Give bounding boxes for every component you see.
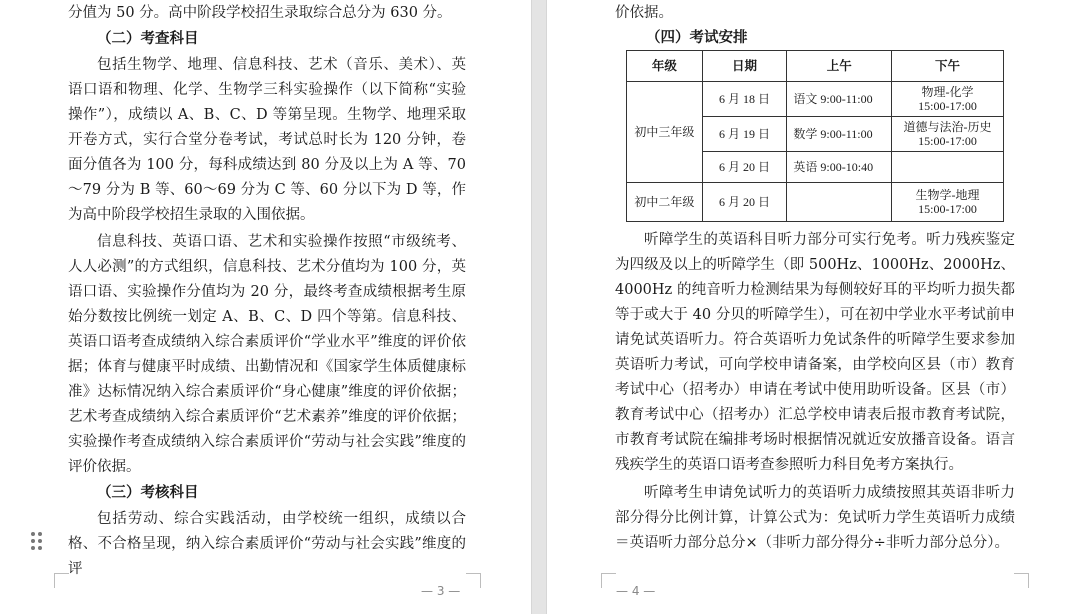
grade-cell: 初中三年级 <box>627 82 703 183</box>
morning-cell: 数学 9:00-11:00 <box>787 117 892 152</box>
page-gutter <box>532 0 546 614</box>
heading-kaocha-subjects: （二）考查科目 <box>97 30 199 47</box>
table-header-cell: 日期 <box>702 51 787 82</box>
afternoon-time: 15:00-17:00 <box>918 202 977 216</box>
table-header-cell: 上午 <box>787 51 892 82</box>
afternoon-time: 15:00-17:00 <box>918 99 977 113</box>
paragraph-hearing-impaired: 听障学生的英语科目听力部分可实行免考。听力残疾鉴定为四级及以上的听障学生（即 500Hz、1000Hz、2000Hz、4000Hz 的纯音听力检测结果为每侧较好耳的平均听力损失都等于或大于 40 分贝的听障学生），可在初中学业水平考试前申请免试英语听力。符合英语听力免试条件的听障学生要求参加英语听力考试，可向学校申请备案，由学校向区县（市）教育考试中心（招考办）申请在考试中使用助听设备。区县（市）教育考试中心（招考办）汇总学校申请表后报市教育考试院，市教育考试院在编排考场时根据情况就近安放播音设备。语言残疾学生的英语口语考查参照听力科目免考方案执行。 <box>615 232 1015 473</box>
table-header-row <box>627 51 1004 82</box>
table-header-cell: 年级 <box>627 51 703 82</box>
heading-exam-schedule: （四）考试安排 <box>646 29 748 46</box>
afternoon-time: 15:00-17:00 <box>918 134 977 148</box>
date-cell: 6 月 20 日 <box>702 183 787 222</box>
afternoon-subject: 物理-化学 <box>921 85 974 99</box>
date-cell: 6 月 20 日 <box>702 152 787 183</box>
page-number: — 3 — <box>421 584 461 598</box>
page-corner-mark <box>54 573 69 588</box>
page-number: — 4 — <box>616 584 656 598</box>
morning-cell <box>787 183 892 222</box>
afternoon-subject: 生物学-地理 <box>915 188 980 202</box>
table-row <box>627 82 1004 117</box>
grade-cell: 初中二年级 <box>627 183 703 222</box>
date-cell: 6 月 18 日 <box>702 82 787 117</box>
afternoon-cell <box>891 183 1003 222</box>
afternoon-cell <box>891 82 1003 117</box>
afternoon-subject: 道德与法治-历史 <box>903 120 992 134</box>
page-corner-mark <box>601 573 616 588</box>
paragraph-kaocha-subjects: 包括生物学、地理、信息科技、艺术（音乐、美术）、英语口语和物理、化学、生物学三科实验操作（以下简称“实验操作”），成绩以 A、B、C、D 等第呈现。生物学、地理采取开卷方式，实行合堂分卷考试，考试总时长为 120 分钟，卷面分值各为 100 分，每科成绩达到 80 分及以上为 A 等、70～79 分为 B 等、60～69 分为 C 等、60 分以下为 D 等，作为高中阶段学校招生录取的入围依据。 <box>68 57 466 223</box>
paragraph-kaohe-subjects: 包括劳动、综合实践活动，由学校统一组织，成绩以合格、不合格呈现，纳入综合素质评价“劳动与社会实践”维度的评 <box>68 511 466 577</box>
heading-kaohe-subjects: （三）考核科目 <box>97 484 199 501</box>
exam-schedule-table <box>626 50 1004 222</box>
page-corner-mark <box>1014 573 1029 588</box>
morning-cell: 英语 9:00-10:40 <box>787 152 892 183</box>
morning-cell: 语文 9:00-11:00 <box>787 82 892 117</box>
paragraph-top: 价依据。 <box>615 5 673 21</box>
paragraph-formula: 听障考生申请免试听力的英语听力成绩按照其英语非听力部分得分比例计算，计算公式为：免试听力学生英语听力成绩＝英语听力部分总分×（非听力部分得分÷非听力部分总分）。 <box>615 485 1015 551</box>
paragraph-xinxi-keji: 信息科技、英语口语、艺术和实验操作按照“市级统考、人人必测”的方式组织，信息科技、艺术分值均为 100 分，英语口语、实验操作分值均为 20 分，最终考查成绩根据考生原始分数按比例统一划定 A、B、C、D 四个等第。信息科技、英语口语考查成绩纳入综合素质评价“学业水平”维度的评价依据；体育与健康平时成绩、出勤情况和《国家学生体质健康标准》达标情况纳入综合素质评价“身心健康”维度的评价依据；艺术考查成绩纳入综合素质评价“艺术素养”维度的评价依据；实验操作考查成绩纳入综合素质评价“劳动与社会实践”维度的评价依据。 <box>68 234 466 475</box>
afternoon-cell <box>891 117 1003 152</box>
table-row <box>627 183 1004 222</box>
drag-handle-icon[interactable] <box>31 532 43 550</box>
page-corner-mark <box>466 573 481 588</box>
table-header-cell: 下午 <box>891 51 1003 82</box>
paragraph-intro: 分值为 50 分。高中阶段学校招生录取综合总分为 630 分。 <box>68 5 452 21</box>
afternoon-cell <box>891 152 1003 183</box>
date-cell: 6 月 19 日 <box>702 117 787 152</box>
